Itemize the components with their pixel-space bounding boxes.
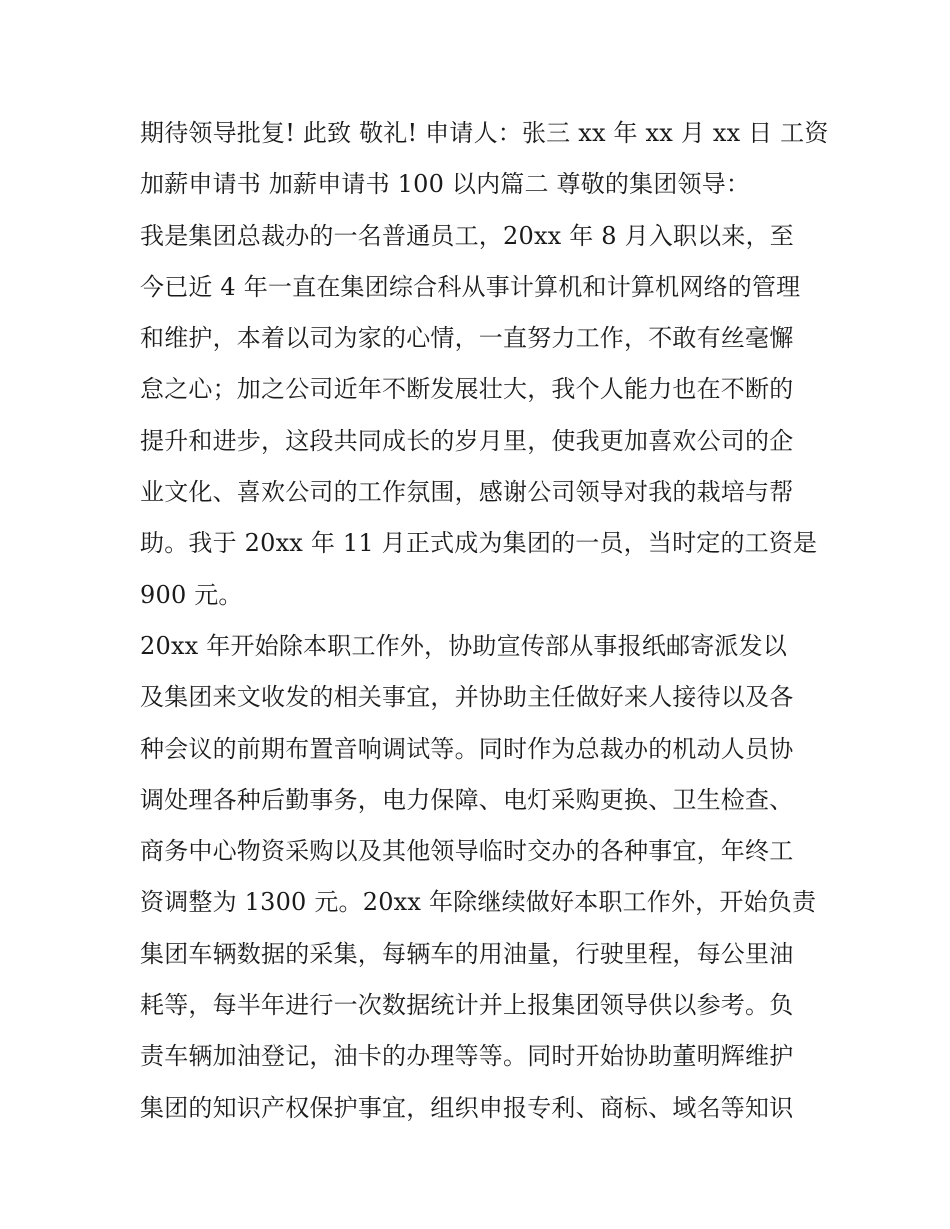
text-line: 900 元。 xyxy=(140,580,243,609)
text-line: 商务中心物资采购以及其他领导临时交办的各种事宜，年终工 xyxy=(140,837,794,866)
document-body xyxy=(140,108,830,1134)
text-line: 提升和进步，这段共同成长的岁月里，使我更加喜欢公司的企 xyxy=(140,426,794,455)
text-line: 及集团来文收发的相关事宜，并协助主任做好来人接待以及各 xyxy=(140,683,794,712)
text-line: 集团的知识产权保护事宜，组织申报专利、商标、域名等知识 xyxy=(140,1093,794,1122)
text-line: 责车辆加油登记，油卡的办理等等。同时开始协助董明辉维护 xyxy=(140,1042,794,1071)
text-line: 助。我于 20xx 年 11 月正式成为集团的一员，当时定的工资是 xyxy=(140,529,818,558)
text-line: 20xx 年开始除本职工作外，协助宣传部从事报纸邮寄派发以 xyxy=(140,631,788,660)
text-line: 今已近 4 年一直在集团综合科从事计算机和计算机网络的管理 xyxy=(140,272,801,301)
text-line: 集团车辆数据的采集，每辆车的用油量，行驶里程，每公里油 xyxy=(140,939,794,968)
text-line: 和维护，本着以司为家的心情，一直努力工作，不敢有丝毫懈 xyxy=(140,324,794,353)
text-line: 业文化、喜欢公司的工作氛围，感谢公司领导对我的栽培与帮 xyxy=(140,478,794,507)
text-line: 资调整为 1300 元。20xx 年除继续做好本职工作外，开始负责 xyxy=(140,888,817,917)
text-line: 期待领导批复! 此致 敬礼! 申请人：张三 xx 年 xx 月 xx 日 工资 xyxy=(140,119,829,147)
text-line: 耗等，每半年进行一次数据统计并上报集团领导供以参考。负 xyxy=(140,991,794,1020)
text-line: 种会议的前期布置音响调试等。同时作为总裁办的机动人员协 xyxy=(140,734,794,763)
text-line: 调处理各种后勤事务，电力保障、电灯采购更换、卫生检查、 xyxy=(140,785,794,814)
text-line: 我是集团总裁办的一名普通员工，20xx 年 8 月入职以来，至 xyxy=(140,221,794,250)
text-line: 怠之心；加之公司近年不断发展壮大，我个人能力也在不断的 xyxy=(140,375,794,404)
text-line: 加薪申请书 加薪申请书 100 以内篇二 尊敬的集团领导： xyxy=(140,170,751,199)
